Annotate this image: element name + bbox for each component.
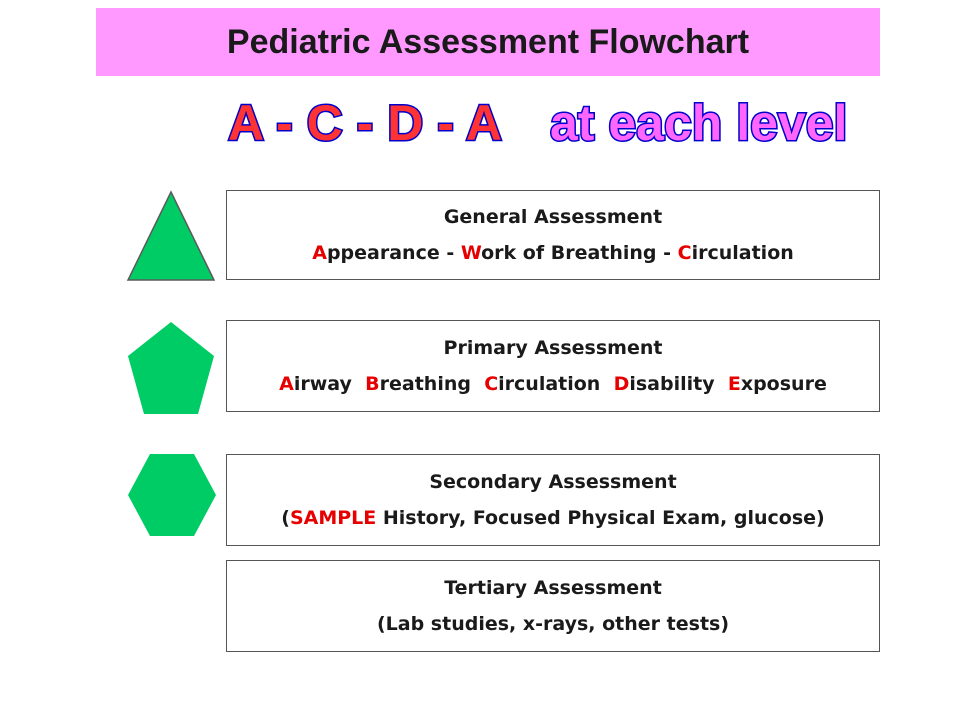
detail-text: irculation [498, 372, 614, 395]
page-title: Pediatric Assessment Flowchart [226, 22, 750, 61]
detail-text: ( [281, 506, 290, 529]
primary-assessment-box [226, 320, 880, 412]
triangle-icon [126, 190, 216, 282]
pentagon-icon [126, 320, 216, 416]
primary-assessment-detail [279, 373, 827, 396]
detail-text: isability [629, 372, 728, 395]
highlight-letter: A [312, 241, 327, 264]
tertiary-assessment-detail [377, 613, 729, 636]
secondary-assessment-box [226, 454, 880, 546]
highlight-letter: E [727, 372, 741, 395]
general-assessment-detail [312, 242, 794, 265]
banner-acda-text: A - C - D - A [228, 95, 503, 151]
detail-text: History, Focused Physical Exam, glucose) [376, 506, 825, 529]
detail-text: reathing [379, 372, 485, 395]
hexagon-icon [126, 452, 218, 538]
detail-text: xposure [740, 372, 827, 395]
highlight-letter: B [365, 372, 380, 395]
highlight-letter: D [613, 372, 630, 395]
highlight-letter: C [484, 372, 499, 395]
secondary-assessment-detail [281, 507, 824, 530]
banner-each-level-text: at each level [550, 95, 848, 151]
highlight-letter: A [279, 372, 294, 395]
detail-text: irway [293, 372, 366, 395]
tertiary-assessment-heading: Tertiary Assessment [444, 576, 662, 599]
highlight-letter: C [677, 241, 692, 264]
detail-text: (Lab studies, x-rays, other tests) [376, 612, 730, 635]
detail-text: irculation [691, 241, 794, 264]
general-assessment-box [226, 190, 880, 280]
title-banner [96, 8, 880, 76]
detail-text: ork of Breathing - [481, 241, 678, 264]
secondary-assessment-heading: Secondary Assessment [429, 470, 677, 493]
highlight-letter: SAMPLE [289, 506, 377, 529]
primary-assessment-heading: Primary Assessment [443, 336, 663, 359]
acda-banner [226, 86, 886, 158]
general-assessment-heading: General Assessment [443, 205, 663, 228]
highlight-letter: W [460, 241, 482, 264]
tertiary-assessment-box [226, 560, 880, 652]
detail-text: ppearance - [326, 241, 461, 264]
